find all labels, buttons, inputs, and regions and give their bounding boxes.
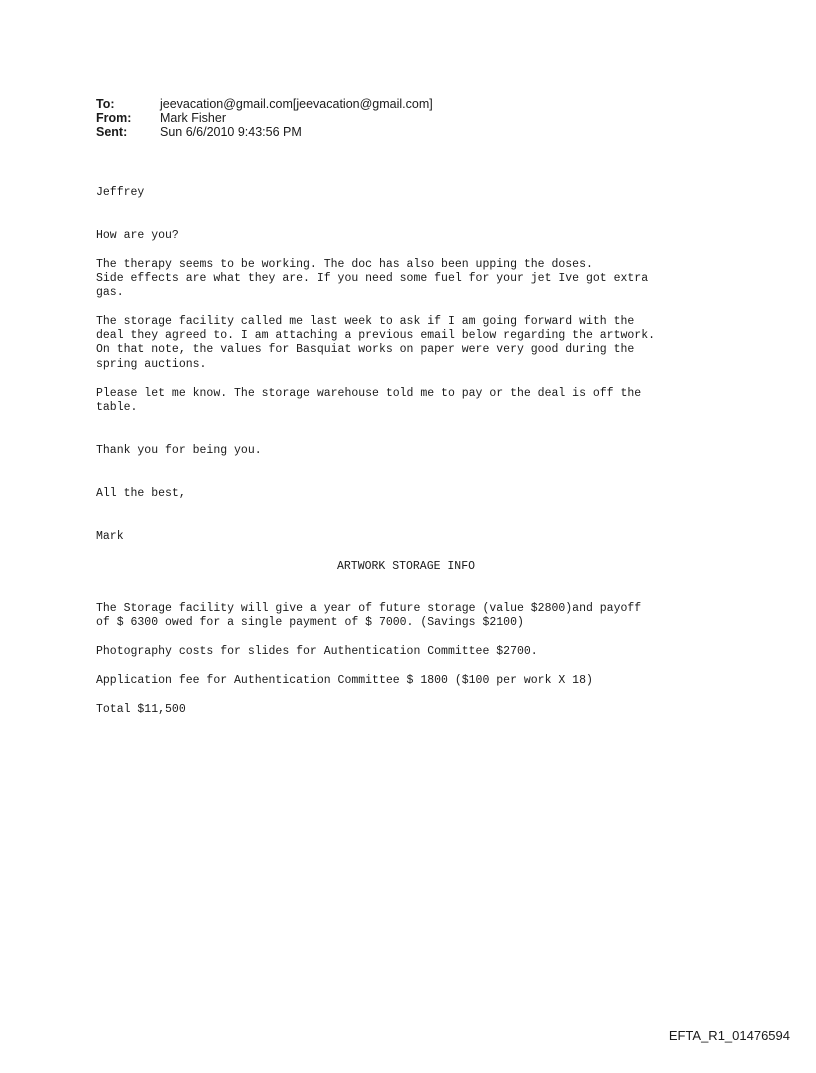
attachment-application-fee-line: Application fee for Authentication Committee $ 1800 ($100 per work X 18) — [96, 674, 593, 687]
from-label: From: — [96, 111, 132, 125]
paragraph-thank-you: Thank you for being you. — [96, 444, 262, 457]
document-id: EFTA_R1_01476594 — [668, 1028, 790, 1043]
to-label: To: — [96, 97, 115, 111]
from-row — [96, 111, 433, 125]
paragraph-storage-facility: The storage facility called me last week to ask if I am going forward with the deal they agreed to. I am attaching a previous email below regarding the artwork. On that note, the values for Basquiat works on paper were very good during the spring auctions. — [96, 315, 655, 371]
sent-label: Sent: — [96, 125, 128, 139]
attachment-total: Total $11,500 — [96, 703, 186, 716]
paragraph-therapy: The therapy seems to be working. The doc has also been upping the doses. Side effects are what they are. If you need some fuel for your jet Ive got extra gas. — [96, 258, 649, 300]
paragraph-how-are-you: How are you? — [96, 229, 179, 242]
closing: All the best, — [96, 487, 186, 500]
to-row — [96, 97, 433, 111]
attachment-title: ARTWORK STORAGE INFO — [336, 560, 476, 573]
email-header — [96, 97, 433, 139]
greeting: Jeffrey — [96, 186, 145, 199]
paragraph-let-me-know: Please let me know. The storage warehouse told me to pay or the deal is off the table. — [96, 387, 642, 415]
to-value: jeevacation@gmail.com[jeevacation@gmail.com] — [160, 97, 433, 111]
sent-row — [96, 125, 433, 139]
attachment-storage-line: The Storage facility will give a year of future storage (value $2800)and payoff of $ 6300 owed for a single payment of $ 7000. (Savings $2100) — [96, 602, 642, 630]
signature: Mark — [96, 530, 124, 543]
attachment-photography-line: Photography costs for slides for Authentication Committee $2700. — [96, 645, 538, 658]
from-value: Mark Fisher — [160, 111, 226, 125]
sent-value: Sun 6/6/2010 9:43:56 PM — [160, 125, 302, 139]
